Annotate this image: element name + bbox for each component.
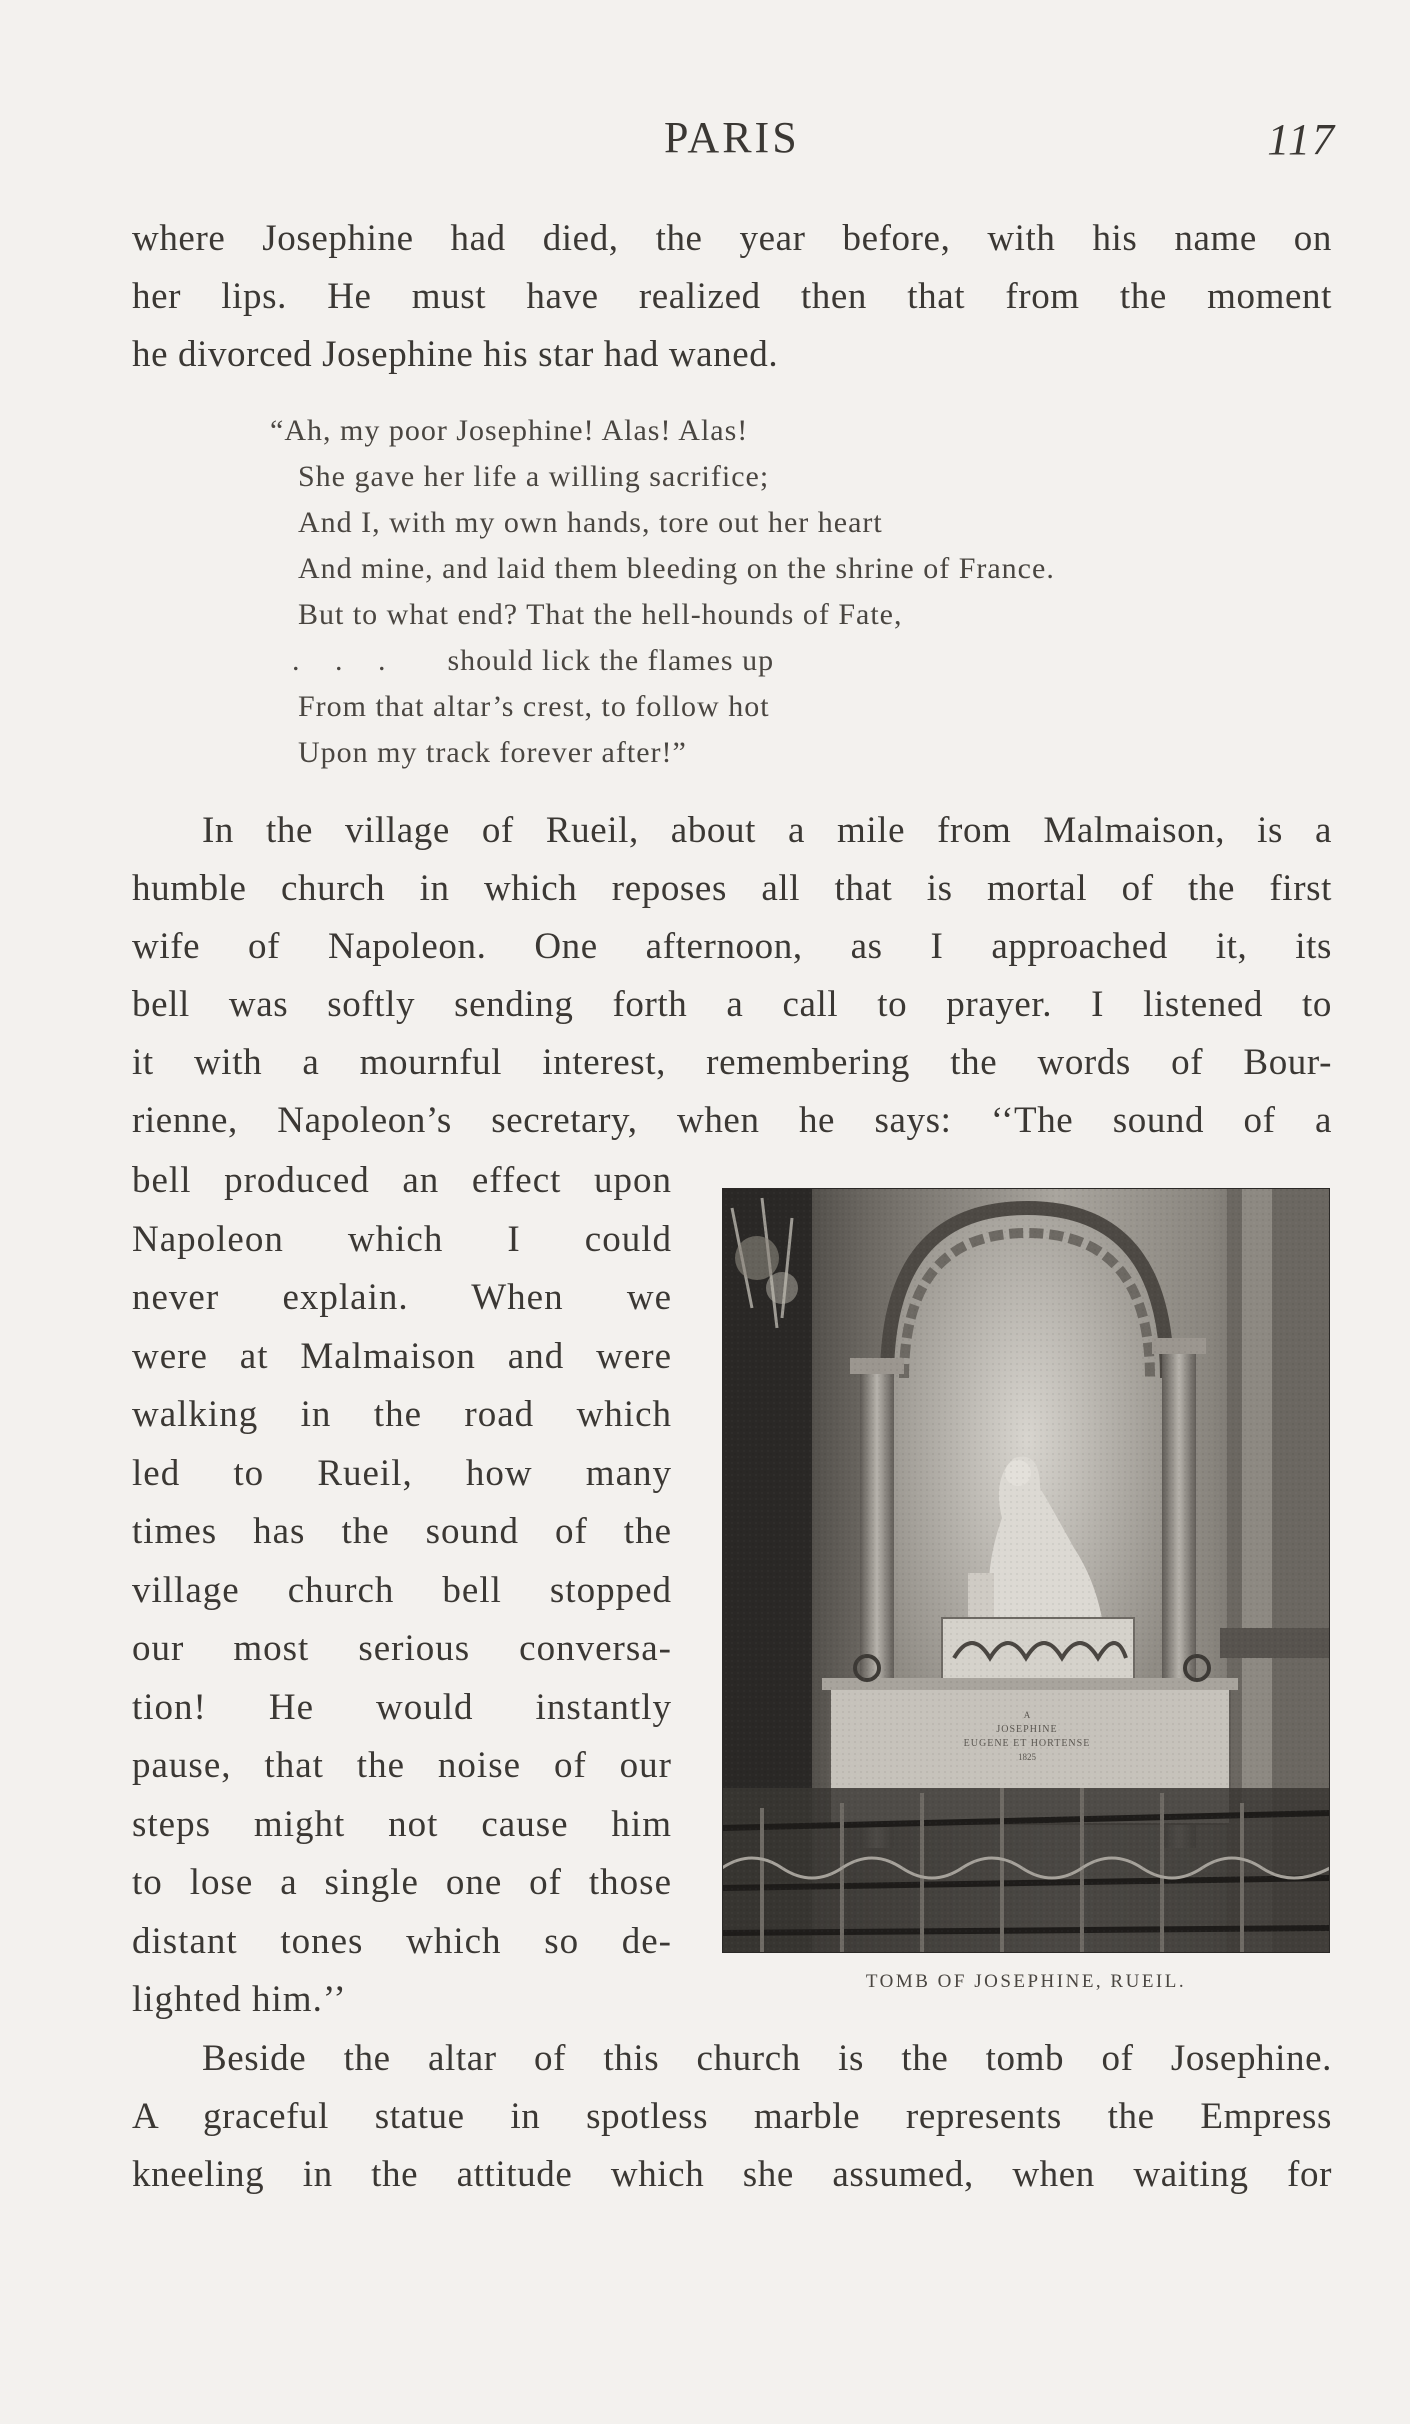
text-line: wife of Napoleon. One afternoon, as I approached it, its [132,926,1332,967]
text-line: distant tones which so de- [132,1920,672,1962]
poem-line-ellipsis [270,638,1300,684]
poem-fragment: should lick the flames up [447,644,775,677]
text-line: he divorced Josephine his star had waned. [132,334,779,375]
text-line: steps might not cause him [132,1803,672,1845]
poem-line: Upon my track forever after!” [298,736,687,769]
text-line: lighted him.’’ [132,1979,347,2020]
text-line: where Josephine had died, the year before, with his name on [132,218,1332,259]
text-line: her lips. He must have realized then that from the moment [132,276,1332,317]
paragraph-1 [132,210,1332,384]
text-line: In the village of Rueil, about a mile from Malmaison, is a [202,810,1332,851]
running-head [0,112,1410,172]
text-line: were at Malmaison and were [132,1335,672,1377]
poem-line: She gave her life a willing sacrifice; [298,460,770,493]
ellipsis-dots: . . . [292,644,400,677]
text-line: pause, that the noise of our [132,1745,672,1786]
poem-line: And mine, and laid them bleeding on the shrine of France. [298,552,1055,585]
text-line: rienne, Napoleon’s secretary, when he says: ‘‘The sound of a [132,1100,1332,1141]
text-line: it with a mournful interest, remembering the words of Bour- [132,1042,1332,1083]
text-line: walking in the road which [132,1394,672,1435]
poem-line: And I, with my own hands, tore out her heart [298,506,883,539]
tomb-illustration [722,1188,1330,1953]
text-line: kneeling in the attitude which she assumed, when waiting for [132,2154,1332,2195]
paragraph-2-wrapped [132,1152,672,2030]
text-line: to lose a single one of those [132,1862,672,1903]
text-line: led to Rueil, how many [132,1452,672,1494]
text-line: times has the sound of the [132,1511,672,1552]
running-head-title: PARIS [664,113,800,162]
text-line: A graceful statue in spotless marble represents the Empress [132,2096,1332,2137]
poem-quotation [270,408,1300,776]
paragraph-2 [132,802,1332,1150]
text-line: our most serious conversa- [132,1628,672,1669]
paragraph-3 [132,2030,1332,2204]
text-line: humble church in which reposes all that is mortal of the first [132,868,1332,909]
text-line: Beside the altar of this church is the tomb of Josephine. [202,2038,1332,2079]
text-line: bell was softly sending forth a call to prayer. I listened to [132,984,1332,1025]
text-line: never explain. When we [132,1277,672,1318]
text-line: Napoleon which I could [132,1218,672,1260]
text-line: village church bell stopped [132,1569,672,1611]
poem-line: But to what end? That the hell-hounds of Fate, [298,598,903,631]
figure-caption: TOMB OF JOSEPHINE, RUEIL. [865,1971,1187,1992]
text-line: tion! He would instantly [132,1686,672,1728]
page-number: 117 [1267,115,1336,164]
poem-line: “Ah, my poor Josephine! Alas! Alas! [270,414,749,447]
tomb-photograph [722,1188,1330,1953]
poem-line: From that altar’s crest, to follow hot [298,690,770,723]
text-line: bell produced an effect upon [132,1160,672,1201]
